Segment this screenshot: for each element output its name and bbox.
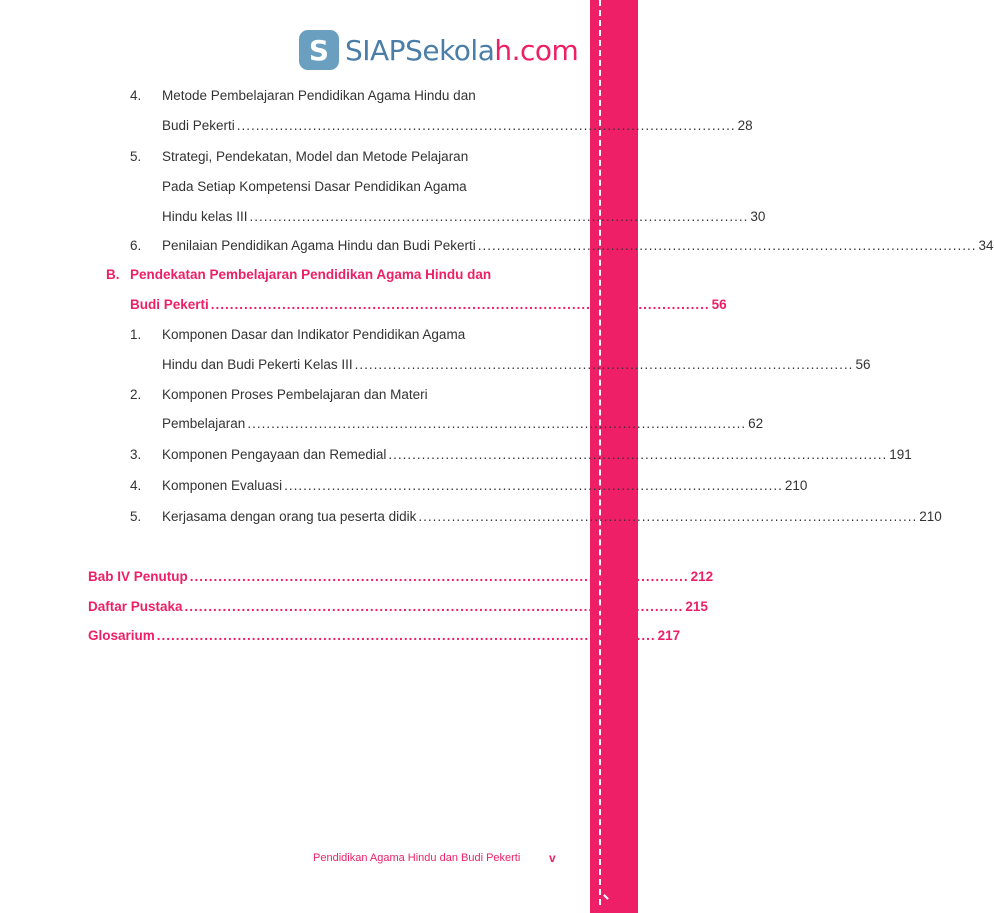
toc-page-number: 28 <box>737 118 753 133</box>
toc-item-number: 3. <box>130 447 142 462</box>
toc-page-number: 212 <box>690 569 714 584</box>
toc-item-number: 1. <box>130 327 142 342</box>
toc-item-line[interactable]: Kerjasama dengan orang tua peserta didik ......................................................................................................... 210 <box>162 509 942 524</box>
toc-chapter-line[interactable]: Bab IV Penutup ......................................................................................................... 212 <box>88 569 714 584</box>
toc-chapter-line[interactable]: Daftar Pustaka ......................................................................................................... 215 <box>88 599 708 614</box>
toc-item-line[interactable]: Penilaian Pendidikan Agama Hindu dan Budi Pekerti ......................................................................................................... 34 <box>162 238 994 253</box>
toc-page-number: 56 <box>711 297 727 312</box>
toc-chapter-line[interactable]: Glosarium ......................................................................................................... 217 <box>88 628 681 643</box>
toc-item-line[interactable]: Pembelajaran ......................................................................................................... 62 <box>162 416 764 431</box>
toc-item-line[interactable]: Komponen Evaluasi ......................................................................................................... 210 <box>162 478 808 493</box>
toc-item-line[interactable]: Komponen Pengayaan dan Remedial ......................................................................................................... 191 <box>162 447 912 462</box>
toc-page-number: 210 <box>784 478 808 493</box>
toc-item-number: 5. <box>130 149 142 164</box>
toc-item-line[interactable]: Hindu kelas III ......................................................................................................... 30 <box>162 209 766 224</box>
toc-item-number: 6. <box>130 238 142 253</box>
logo-badge: S <box>299 30 339 70</box>
toc-page-number: 62 <box>748 416 764 431</box>
toc-item-title: Metode Pembelajaran Pendidikan Agama Hindu dan <box>162 88 476 103</box>
toc-page-number: 34 <box>978 238 994 253</box>
toc-item-title: Pada Setiap Kompetensi Dasar Pendidikan Agama <box>162 179 467 194</box>
toc-item-number: 4. <box>130 88 142 103</box>
toc-page-number: 217 <box>657 628 681 643</box>
toc-item-number: 4. <box>130 478 142 493</box>
watermark-logo <box>299 24 578 76</box>
toc-section-letter: B. <box>106 267 120 282</box>
toc-item-title: Komponen Dasar dan Indikator Pendidikan Agama <box>162 327 466 342</box>
toc-section-title: Pendekatan Pembelajaran Pendidikan Agama Hindu dan <box>130 267 492 282</box>
toc-item-number: 2. <box>130 387 142 402</box>
toc-item-line[interactable]: Hindu dan Budi Pekerti Kelas III ......................................................................................................... 56 <box>162 357 871 372</box>
footer-title: Pendidikan Agama Hindu dan Budi Pekerti <box>313 852 521 864</box>
toc-page-number: 30 <box>750 209 766 224</box>
toc-item-line[interactable]: Budi Pekerti ......................................................................................................... 28 <box>162 118 753 133</box>
toc-section-line[interactable]: Budi Pekerti ......................................................................................................... 56 <box>130 297 727 312</box>
toc-item-number: 5. <box>130 509 142 524</box>
toc-page-number: 56 <box>855 357 871 372</box>
toc-page-number: 210 <box>919 509 942 524</box>
logo-text: SIAPSekolah.com <box>345 33 579 67</box>
toc-item-title: Komponen Proses Pembelajaran dan Materi <box>162 387 428 402</box>
toc-item-title: Strategi, Pendekatan, Model dan Metode Pelajaran <box>162 149 469 164</box>
toc-page-number: 215 <box>685 599 708 614</box>
toc-page-number: 191 <box>889 447 912 462</box>
footer-page-number: v <box>549 851 556 865</box>
